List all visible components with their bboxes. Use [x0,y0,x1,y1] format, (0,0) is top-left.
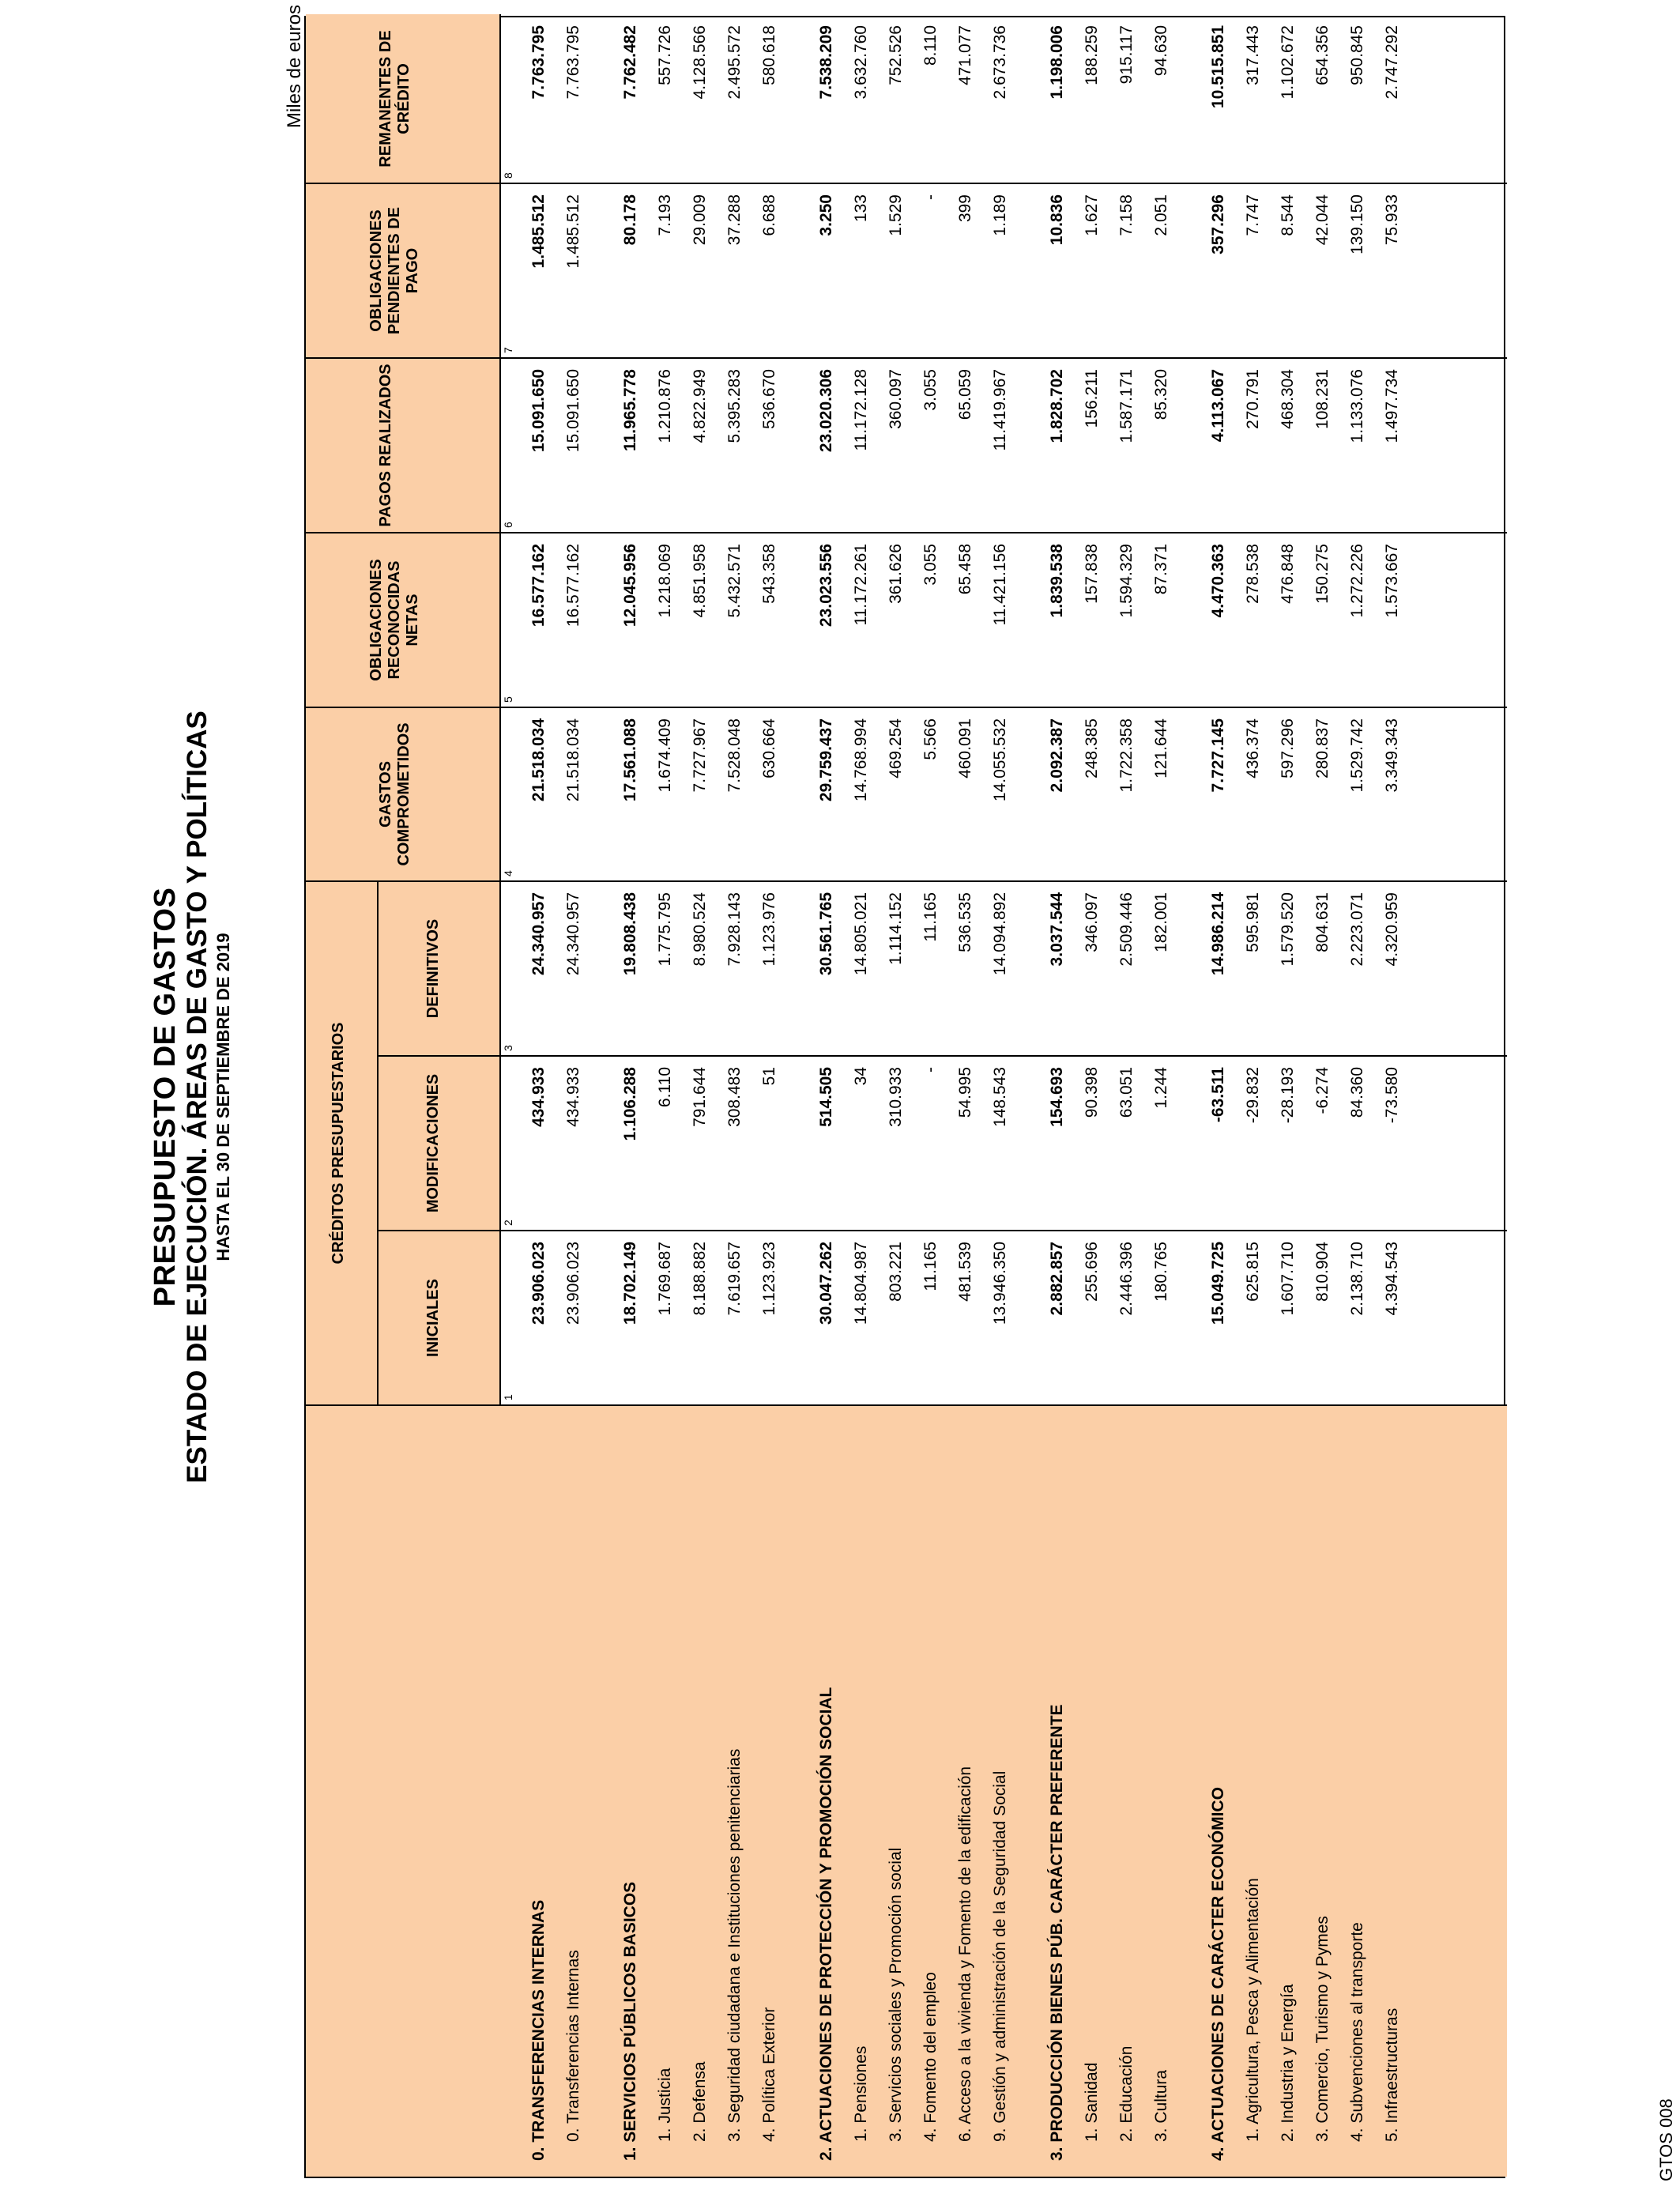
cell-value: 16.577.162 [529,544,548,628]
table-row [985,14,1016,2177]
cell-value: 4.128.566 [691,25,709,100]
cell-value: 7.528.048 [725,718,744,793]
table-row [880,14,912,2177]
cell-value: 7.727.145 [1209,718,1227,793]
cell-value: 154.693 [1048,1067,1066,1127]
cell-value: 19.808.438 [621,892,639,976]
cell-value: 471.077 [956,25,974,85]
cell-value: 2.882.857 [1048,1242,1066,1316]
cell-value: 23.023.556 [817,544,835,628]
cell-value: 157.838 [1083,544,1101,604]
table-group-row [1042,14,1073,2177]
cell-value: 804.631 [1313,892,1332,952]
table-group-row [811,14,842,2177]
cell-value: 360.097 [887,369,905,429]
row-label: 2. Defensa [691,2061,709,2142]
cell-value: 7.158 [1117,194,1136,236]
cell-value: 1.579.520 [1279,892,1297,967]
row-label: 1. Agricultura, Pesca y Alimentación [1244,1878,1262,2142]
cell-value: 51 [760,1067,778,1086]
cell-value: 7.928.143 [725,892,744,967]
row-label: 5. Infraestructuras [1383,2007,1401,2142]
cell-value: 85.320 [1152,369,1170,420]
cell-value: 1.828.702 [1048,369,1066,443]
cell-value: 180.765 [1152,1242,1170,1302]
cell-value: 34 [852,1067,870,1086]
cell-value: 536.670 [760,369,778,429]
cell-value: 4.320.959 [1383,892,1401,967]
cell-value: 65.059 [956,369,974,420]
cell-value: 280.837 [1313,718,1332,778]
cell-value: 1.485.512 [564,194,582,269]
pendientes-header: OBLIGACIONES PENDIENTES DE PAGO [367,206,421,335]
cell-value: 11.165 [921,892,940,942]
cell-value: 436.374 [1244,718,1262,778]
cell-value: 14.094.892 [991,892,1009,976]
cell-value: 1.198.006 [1048,25,1066,100]
cell-value: 6.110 [656,1067,674,1107]
cell-value: 1.102.672 [1279,25,1297,100]
cell-value: 915.117 [1117,25,1136,85]
unit-label: Miles de euros [284,5,305,129]
cell-value: 80.178 [621,194,639,246]
cell-value: 476.848 [1279,544,1297,604]
cell-value: 468.304 [1279,369,1297,429]
cell-value: 3.250 [817,194,835,236]
cell-value: 1.674.409 [656,718,674,793]
budget-table [304,16,1505,2178]
cell-value: 580.618 [760,25,778,85]
cell-value: 1.272.226 [1348,544,1366,618]
cell-value: 2.446.396 [1117,1242,1136,1316]
cell-value: 90.398 [1083,1067,1101,1118]
page-title: PRESUPUESTO DE GASTOS [149,887,182,1307]
cell-value: 308.483 [725,1067,744,1127]
table-row [1377,14,1408,2177]
cell-value: 1.210.876 [656,369,674,443]
cell-value: 514.505 [817,1067,835,1127]
cell-value: 2.138.710 [1348,1242,1366,1316]
cell-value: 3.055 [921,369,940,411]
cell-value: 2.092.387 [1048,718,1066,793]
cell-value: 7.762.482 [621,25,639,100]
cell-value: 37.288 [725,194,744,246]
cell-value: 84.360 [1348,1067,1366,1118]
cell-value: 460.091 [956,718,974,778]
cell-value: 1.244 [1152,1067,1170,1109]
cell-value: 23.906.023 [529,1242,548,1325]
row-label: 3. Servicios sociales y Promoción social [887,1847,905,2142]
cell-value: 16.577.162 [564,544,582,628]
cell-value: 65.458 [956,544,974,595]
cell-value: 8.188.882 [691,1242,709,1316]
cell-value: 14.804.987 [852,1242,870,1325]
cell-value: 2.223.071 [1348,892,1366,967]
cell-value: 21.518.034 [564,718,582,802]
cell-value: 4.851.958 [691,544,709,618]
cell-value: 2.509.446 [1117,892,1136,967]
cell-value: 1.218.069 [656,544,674,618]
cell-value: 182.001 [1152,892,1170,952]
row-label: 4. Subvenciones al transporte [1348,1922,1366,2142]
table-row [684,14,716,2177]
column-number: 6 [502,522,514,528]
cell-value: 10.836 [1048,194,1066,246]
cell-value: 5.395.283 [725,369,744,443]
column-number: 7 [502,347,514,353]
table-row [719,14,751,2177]
cell-value: 188.259 [1083,25,1101,85]
cell-value: 803.221 [887,1242,905,1302]
cell-value: 1.627 [1083,194,1101,236]
table-row [754,14,785,2177]
row-label: 2. Educación [1117,2045,1136,2142]
table-row [1237,14,1269,2177]
cell-value: 8.110 [921,25,940,66]
cell-value: 108.231 [1313,369,1332,429]
cell-value: 1.587.171 [1117,369,1136,443]
cell-value: -73.580 [1383,1067,1401,1124]
cell-value: 29.759.437 [817,718,835,802]
cell-value: 15.091.650 [564,369,582,453]
cell-value: 29.009 [691,194,709,246]
column-number: 5 [502,696,514,703]
cell-value: 3.632.760 [852,25,870,100]
table-row [1146,14,1177,2177]
cell-value: 481.539 [956,1242,974,1302]
cell-value: 42.044 [1313,194,1332,246]
obligaciones-header: OBLIGACIONES RECONOCIDAS NETAS [367,559,421,681]
cell-value: 597.296 [1279,718,1297,778]
cell-value: 15.049.725 [1209,1242,1227,1325]
cell-value: 1.775.795 [656,892,674,967]
cell-value: 3.349.343 [1383,718,1401,793]
cell-value: 469.254 [887,718,905,778]
cell-value: 12.045.956 [621,544,639,628]
cell-value: 21.518.034 [529,718,548,802]
table-group-row [1203,14,1234,2177]
cell-value: 1.114.152 [887,892,905,965]
cell-value: 7.727.967 [691,718,709,793]
cell-value: 23.020.306 [817,369,835,453]
cell-value: 752.526 [887,25,905,85]
cell-value: 150.275 [1313,544,1332,604]
footer-code: GTOS 008 [1656,2098,1676,2181]
cell-value: 1.529 [887,194,905,236]
cell-value: 310.933 [887,1067,905,1127]
cell-value: 2.051 [1152,194,1170,236]
cell-value: 3.055 [921,544,940,586]
table-row [1111,14,1143,2177]
cell-value: 11.965.778 [621,369,639,451]
cell-value: 11.421.156 [991,544,1009,626]
cell-value: 54.995 [956,1067,974,1118]
cell-value: -29.832 [1244,1067,1262,1124]
cell-value: 357.296 [1209,194,1227,254]
cell-value: 1.607.710 [1279,1242,1297,1316]
table-row [1342,14,1373,2177]
cell-value: 625.815 [1244,1242,1262,1302]
cell-value: - [921,194,940,200]
cell-value: 13.946.350 [991,1242,1009,1325]
cell-value: 7.763.795 [564,25,582,100]
cell-value: 14.768.994 [852,718,870,802]
cell-value: 1.839.538 [1048,544,1066,618]
cell-value: 399 [956,194,974,223]
cell-value: 810.904 [1313,1242,1332,1302]
cell-value: 557.726 [656,25,674,85]
cell-value: 434.933 [529,1067,548,1127]
cell-value: 11.172.128 [852,369,870,451]
cell-value: 1.529.742 [1348,718,1366,793]
row-label: 1. SERVICIOS PÚBLICOS BASICOS [621,1881,639,2161]
table-row [558,14,590,2177]
modificaciones-header: MODIFICACIONES [424,1073,442,1213]
cell-value: 248.385 [1083,718,1101,778]
cell-value: 1.123.976 [760,892,778,967]
cell-value: 7.747 [1244,194,1262,236]
row-label: 0. Transferencias Internas [564,1950,582,2142]
table-row [1076,14,1108,2177]
column-number: 3 [502,1045,514,1051]
column-number: 4 [502,870,514,876]
cell-value: 434.933 [564,1067,582,1127]
column-number: 1 [502,1394,514,1400]
cell-value: 6.688 [760,194,778,236]
row-label: 4. Fomento del empleo [921,1972,940,2142]
page-subtitle: ESTADO DE EJECUCIÓN. ÁREAS DE GASTO Y POLÍTICAS [182,711,213,1483]
cell-value: 7.619.657 [725,1242,744,1316]
table-row [950,14,981,2177]
cell-value: 950.845 [1348,25,1366,85]
cell-value: 1.485.512 [529,194,548,269]
cell-value: 1.189 [991,194,1009,236]
table-row [915,14,947,2177]
cell-value: -28.193 [1279,1067,1297,1124]
remanentes-header: REMANENTES DE CRÉDITO [377,30,412,168]
table-row [1272,14,1304,2177]
cell-value: 1.133.076 [1348,369,1366,443]
row-label: 2. ACTUACIONES DE PROTECCIÓN Y PROMOCIÓN SOCIAL [817,1687,835,2161]
cell-value: 30.561.765 [817,892,835,976]
cell-value: 595.981 [1244,892,1262,952]
cell-value: 94.630 [1152,25,1170,77]
cell-value: 121.644 [1152,718,1170,778]
cell-value: 630.664 [760,718,778,778]
cell-value: -6.274 [1313,1067,1332,1114]
cell-value: 3.037.544 [1048,892,1066,967]
cell-value: 346.097 [1083,892,1101,952]
creditos-group-divider [377,881,379,1405]
cell-value: 17.561.088 [621,718,639,802]
cell-value: 361.626 [887,544,905,604]
cell-value: 23.906.023 [564,1242,582,1325]
cell-value: 8.544 [1279,194,1297,236]
cell-value: - [921,1067,940,1072]
row-label: 0. TRANSFERENCIAS INTERNAS [529,1899,548,2161]
cell-value: -63.511 [1209,1067,1227,1123]
row-label: 4. ACTUACIONES DE CARÁCTER ECONÓMICO [1209,1787,1227,2161]
cell-value: 270.791 [1244,369,1262,429]
table-group-row [523,14,555,2177]
cell-value: 1.769.687 [656,1242,674,1316]
row-label: 1. Justicia [656,2068,674,2142]
row-label: 1. Sanidad [1083,2062,1101,2142]
cell-value: 1.123.923 [760,1242,778,1316]
table-row [1307,14,1339,2177]
cell-value: 4.822.949 [691,369,709,443]
cell-value: 4.470.363 [1209,544,1227,618]
iniciales-header: INICIALES [424,1279,442,1357]
cell-value: 5.566 [921,718,940,760]
table-row [650,14,681,2177]
cell-value: 1.573.667 [1383,544,1401,618]
cell-value: 543.358 [760,544,778,604]
cell-value: 5.432.571 [725,544,744,618]
cell-value: 24.340.957 [529,892,548,976]
cell-value: 1.497.734 [1383,369,1401,443]
row-label: 6. Acceso a la vivienda y Fomento de la edificación [956,1766,974,2142]
cell-value: 18.702.149 [621,1242,639,1325]
date-line: HASTA EL 30 DE SEPTIEMBRE DE 2019 [213,933,233,1261]
cell-value: 133 [852,194,870,223]
row-label: 9. Gestión y administración de la Seguridad Social [991,1770,1009,2142]
cell-value: 14.805.021 [852,892,870,976]
cell-value: 1.722.358 [1117,718,1136,793]
creditos-group-header: CRÉDITOS PRESUPUESTARIOS [330,1022,347,1265]
cell-value: 791.644 [691,1067,709,1127]
column-number: 8 [502,172,514,179]
row-label: 1. Pensiones [852,2045,870,2142]
row-label: 3. Seguridad ciudadana e Instituciones penitenciarias [725,1748,744,2142]
cell-value: 2.673.736 [991,25,1009,100]
row-label: 4. Política Exterior [760,2007,778,2142]
table-group-row [615,14,646,2177]
cell-value: 14.055.532 [991,718,1009,802]
cell-value: 7.763.795 [529,25,548,100]
cell-value: 2.747.292 [1383,25,1401,100]
cell-value: 14.986.214 [1209,892,1227,976]
cell-value: 4.113.067 [1209,369,1227,443]
cell-value: 75.933 [1383,194,1401,246]
cell-value: 7.193 [656,194,674,236]
cell-value: 8.980.524 [691,892,709,967]
cell-value: 11.165 [921,1242,940,1291]
cell-value: 1.594.329 [1117,544,1136,618]
cell-value: 654.356 [1313,25,1332,85]
cell-value: 24.340.957 [564,892,582,976]
cell-value: 156.211 [1083,369,1101,428]
cell-value: 63.051 [1117,1067,1136,1118]
cell-value: 15.091.650 [529,369,548,453]
cell-value: 30.047.262 [817,1242,835,1325]
cell-value: 4.394.543 [1383,1242,1401,1316]
column-number: 2 [502,1220,514,1226]
cell-value: 139.150 [1348,194,1366,254]
gastos-header: GASTOS COMPROMETIDOS [377,722,412,866]
header-divider [499,14,501,1405]
cell-value: 11.172.261 [852,544,870,626]
cell-value: 536.535 [956,892,974,952]
cell-value: 7.538.209 [817,25,835,100]
table-row [846,14,877,2177]
definitivos-header: DEFINITIVOS [424,918,442,1019]
cell-value: 10.515.851 [1209,25,1227,109]
pagos-header: PAGOS REALIZADOS [377,364,394,527]
cell-value: 1.106.288 [621,1067,639,1141]
row-label: 3. Cultura [1152,2069,1170,2142]
cell-value: 87.371 [1152,544,1170,595]
cell-value: 148.543 [991,1067,1009,1127]
cell-value: 278.538 [1244,544,1262,604]
cell-value: 2.495.572 [725,25,744,100]
cell-value: 11.419.967 [991,369,1009,451]
cell-value: 255.696 [1083,1242,1101,1302]
row-label: 2. Industria y Energía [1279,1984,1297,2142]
row-label: 3. Comercio, Turismo y Pymes [1313,1916,1332,2142]
cell-value: 317.443 [1244,25,1262,85]
row-label: 3. PRODUCCIÓN BIENES PÚB. CARÁCTER PREFERENTE [1048,1704,1066,2161]
